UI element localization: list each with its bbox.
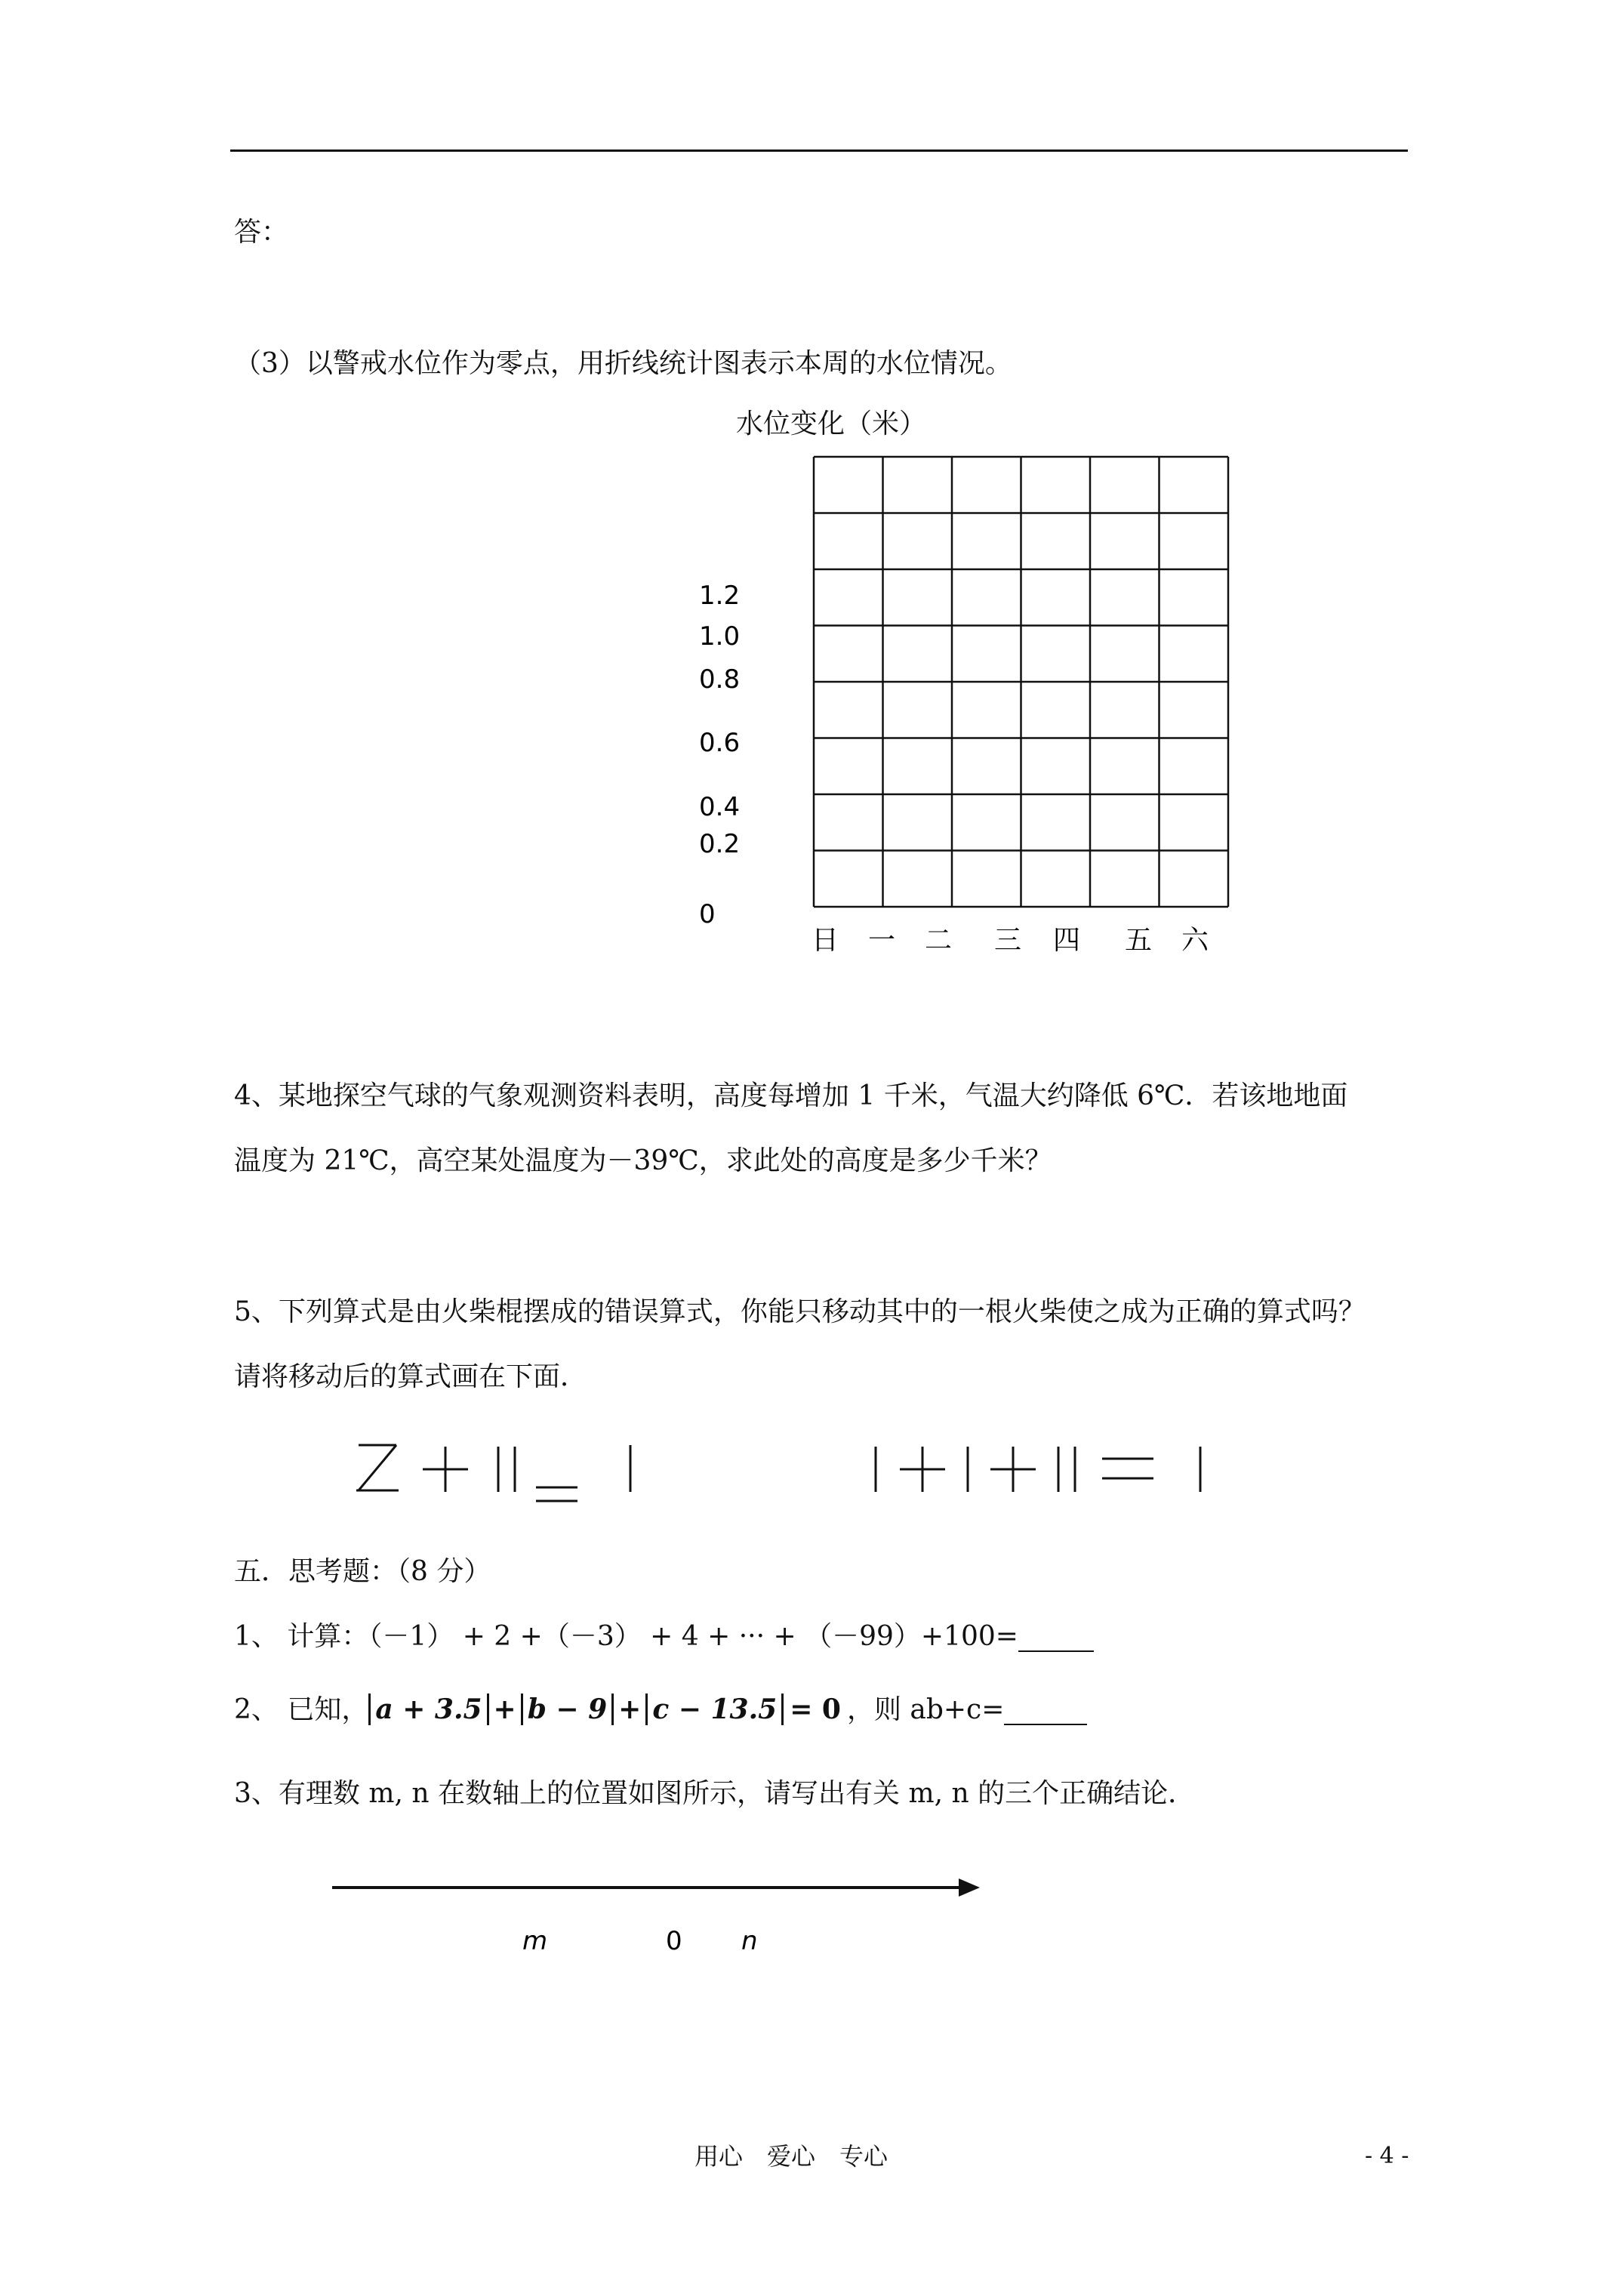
q4-line2: 温度为 21℃，高空某处温度为－39℃，求此处的高度是多少千米？ xyxy=(234,1145,1052,1176)
plus-sign-1: + xyxy=(493,1693,516,1725)
header-rule xyxy=(230,149,1408,152)
abs-term-a: a + 3.5 xyxy=(368,1693,488,1725)
arrow-head-icon xyxy=(959,1878,980,1897)
item2-answer-blank xyxy=(1004,1698,1087,1725)
y-tick-label: 0.8 xyxy=(699,664,741,695)
x-day-label: 日 xyxy=(812,925,839,956)
footer-center: 用心 爱心 专心 xyxy=(694,2142,888,2171)
section5-heading: 五．思考题：（8 分） xyxy=(234,1556,491,1587)
x-axis-ticks xyxy=(812,925,1209,956)
label-zero: 0 xyxy=(666,1926,682,1956)
y-tick-label: 0.2 xyxy=(699,829,741,859)
x-day-label: 四 xyxy=(1053,925,1081,956)
q5-line1: 5、下列算式是由火柴棍摆成的错误算式，你能只移动其中的一根火柴使之成为正确的算式吗？ xyxy=(234,1296,1366,1327)
number-line xyxy=(325,1865,989,1986)
equals-zero: = 0 xyxy=(790,1693,841,1725)
y-tick-label: 0.6 xyxy=(699,728,741,758)
matchstick-equations xyxy=(347,1435,1253,1518)
x-day-label: 一 xyxy=(868,925,896,956)
matchstick-equation-right xyxy=(876,1447,1200,1492)
y-axis-ticks xyxy=(699,581,740,929)
section5-item2 xyxy=(234,1694,1087,1725)
x-day-label: 三 xyxy=(994,925,1022,956)
chart-title: 水位变化（米） xyxy=(736,408,927,439)
chart-grid xyxy=(814,457,1228,907)
q3-prompt: （3）以警戒水位作为零点，用折线统计图表示本周的水位情况。 xyxy=(234,348,1012,379)
y-tick-label: 0 xyxy=(699,899,716,929)
x-day-label: 二 xyxy=(925,925,953,956)
water-level-chart xyxy=(679,445,1253,974)
plus-sign-2: + xyxy=(618,1693,642,1725)
item1-answer-blank xyxy=(1018,1625,1094,1652)
y-tick-label: 1.2 xyxy=(699,581,741,611)
item2-suffix: ，则 ab+c= xyxy=(846,1694,1005,1725)
y-tick-label: 0.4 xyxy=(699,792,741,822)
answer-label: 答： xyxy=(234,217,289,248)
x-day-label: 五 xyxy=(1125,925,1153,956)
q4-line1: 4、某地探空气球的气象观测资料表明，高度每增加 1 千米，气温大约降低 6℃．若该地地面 xyxy=(234,1080,1348,1111)
section5-item3: 3、有理数 m, n 在数轴上的位置如图所示，请写出有关 m, n 的三个正确结论． xyxy=(234,1778,1196,1809)
section5-item1 xyxy=(234,1622,1094,1652)
abs-term-b: b − 9 xyxy=(521,1693,614,1725)
label-n: n xyxy=(741,1926,758,1956)
y-tick-label: 1.0 xyxy=(699,621,741,652)
footer-page-number: - 4 - xyxy=(1365,2143,1409,2169)
item1-text: 1、 计算：（－1） + 2 +（－3） + 4 + ··· + （－99）+100= xyxy=(234,1621,1018,1652)
abs-term-c: c − 13.5 xyxy=(645,1693,784,1725)
q5-line2: 请将移动后的算式画在下面． xyxy=(234,1361,588,1392)
matchstick-equation-left xyxy=(356,1445,630,1501)
item2-prefix: 2、 已知， xyxy=(234,1694,369,1725)
x-day-label: 六 xyxy=(1181,925,1209,956)
label-m: m xyxy=(522,1926,548,1956)
